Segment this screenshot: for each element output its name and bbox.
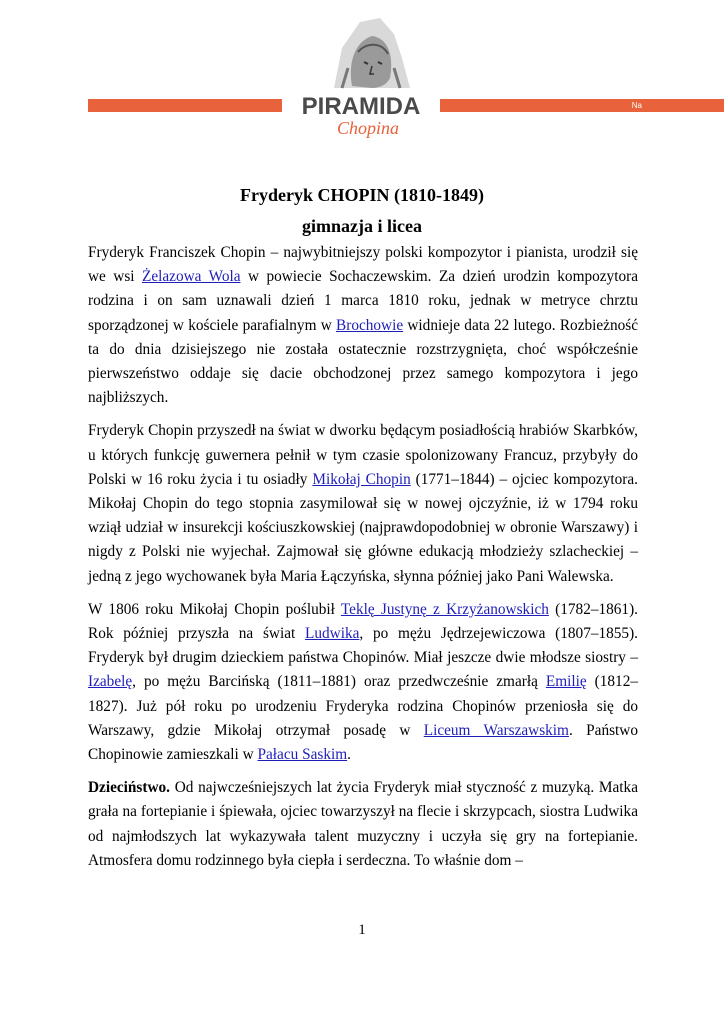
- header-bar-left: [88, 99, 282, 112]
- paragraph-2: [88, 419, 638, 588]
- header-tag: Na: [631, 101, 642, 110]
- text-run: (1782–1861). Rok później przyszła na świat: [88, 600, 638, 643]
- page-number: 1: [358, 922, 366, 938]
- link-emilia[interactable]: Emilię: [545, 673, 587, 691]
- link-brochow[interactable]: Brochowie: [336, 316, 404, 334]
- chopin-portrait-sketch: [334, 18, 410, 88]
- header-bar-right: [440, 99, 724, 112]
- text-run: . Państwo Chopinowie zamieszkali w: [88, 721, 638, 764]
- logo-main-text: PIRAMIDA: [301, 93, 421, 120]
- text-run: .: [347, 746, 351, 764]
- text-run: (1771–1844) – ojciec kompozytora. Mikołaj Chopin do tego stopnia zasymilował się w nowej ojczyźnie, iż w 1794 roku wziął udział w insurekcji kościuszkowskiej (najprawdopodobniej w obronie Warszawy) i nigdy z Polski nie wyjechał. Zajmował się główne edukacją młodzieży szlacheckiej – jedną z jego wychowanek była Maria Łączyńska, słynna później jako Pani Walewska.: [88, 470, 638, 585]
- paragraph-1: [88, 241, 638, 410]
- text-run: widnieje data 22 lutego. Rozbieżność ta do dnia dzisiejszego nie została ostatecznie rozstrzygnięta, choć współcześnie pierwszeństwo oddaje się dacie obchodzonej przez samego kompozytora i jego najbliższych.: [88, 316, 638, 407]
- document-body: [88, 241, 638, 882]
- section-heading-dziecinstwo: Dzieciństwo.: [88, 779, 170, 797]
- text-run: W 1806 roku Mikołaj Chopin poślubił: [88, 600, 341, 618]
- logo-script-text: Chopina: [336, 118, 400, 138]
- link-ludwika[interactable]: Ludwika: [305, 625, 360, 643]
- text-run: , po mężu Jędrzejewiczowa (1807–1855). Fryderyk był drugim dzieckiem państwa Chopinów. Miał jeszcze dwie młodsze siostry –: [88, 625, 638, 667]
- text-run: Od najwcześniejszych lat życia Fryderyk miał styczność z muzyką. Matka grała na fortepianie i śpiewała, ojciec towarzyszył na flecie i skrzypcach, siostra Ludwika od najmłodszych lat wykazywała talent muzyczny i uczyła się gry na fortepianie. Atmosfera domu rodzinnego była ciepła i serdeczna. To właśnie dom –: [88, 779, 638, 869]
- document-subtitle: gimnazja i licea: [302, 216, 422, 236]
- text-run: , po mężu Barcińską (1811–1881) oraz przedwcześnie zmarłą: [132, 673, 546, 691]
- link-tekla-justyna[interactable]: Teklę Justynę z Krzyżanowskich: [340, 600, 549, 618]
- link-liceum-warszawskie[interactable]: Liceum Warszawskim: [423, 721, 569, 739]
- text-run: Fryderyk Chopin przyszedł na świat w dworku będącym posiadłością hrabiów Skarbków, u których funkcję guwernera pełnił w tym czasie spolonizowany Francuz, przybyły do Polski w 16 roku życia i tu osiadły: [88, 422, 638, 488]
- text-run: w powiecie Sochaczewskim. Za dzień urodzin kompozytora rodzina i on sam uznawali dzień 1 marca 1810 roku, jednak w metryce chrztu sporządzonej w kościele parafialnym w: [88, 268, 638, 334]
- link-zelazowa-wola[interactable]: Żelazowa Wola: [141, 268, 241, 286]
- document-title: Fryderyk CHOPIN (1810-1849): [240, 185, 484, 205]
- piramida-chopina-logo: [282, 8, 440, 138]
- link-palac-saski[interactable]: Pałacu Saskim: [257, 746, 348, 764]
- paragraph-4: [88, 776, 638, 873]
- paragraph-3: [88, 598, 638, 767]
- text-run: Fryderyk Franciszek Chopin – najwybitniejszy polski kompozytor i pianista, urodził się we wsi: [88, 244, 638, 286]
- text-run: (1812–1827). Już pół roku po urodzeniu Fryderyka rodzina Chopinów przeniosła się do Warszawy, gdzie Mikołaj otrzymał posadę w: [88, 673, 638, 739]
- link-mikolaj-chopin[interactable]: Mikołaj Chopin: [312, 470, 411, 488]
- link-izabela[interactable]: Izabelę: [88, 673, 133, 691]
